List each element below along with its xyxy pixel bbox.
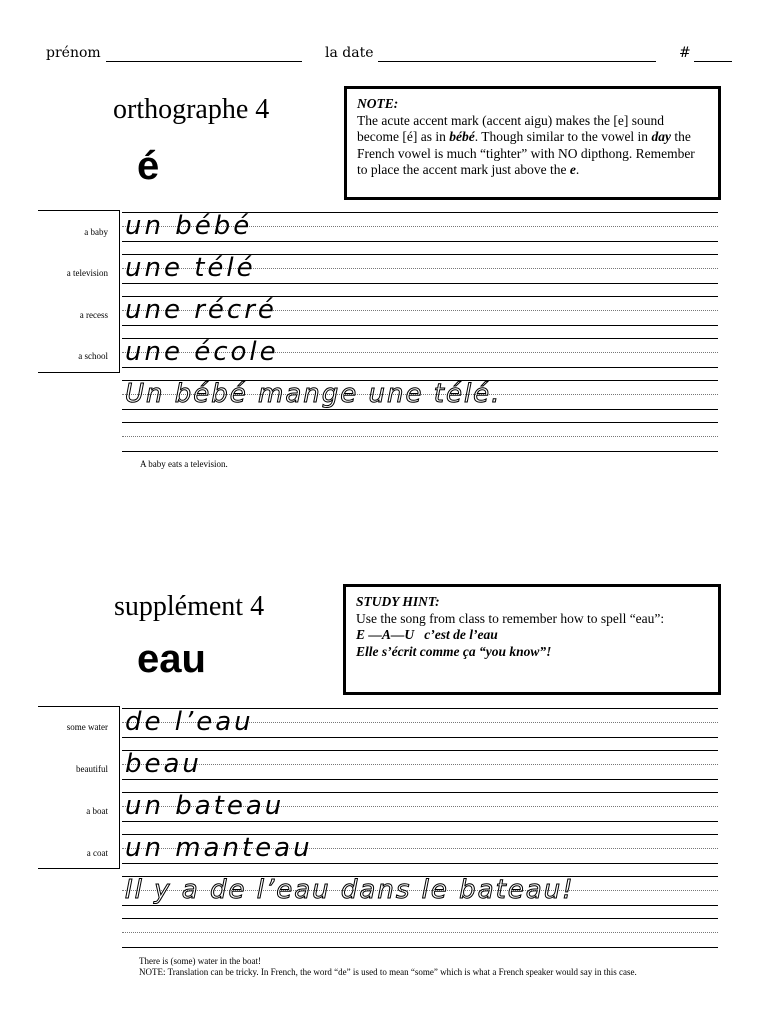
date-label: la date <box>325 45 374 61</box>
note-text: The acute accent mark (accent aigu) makes the [e] sound become [é] as in bébé. Though similar to the vowel in day the French vowel is much “tighter” with NO dipthong. Remember to place the accent mark just above the e. <box>357 112 695 177</box>
french-word-2: une télé <box>125 253 256 283</box>
translation-1: A baby eats a television. <box>140 459 228 469</box>
note-box <box>344 86 721 200</box>
french-word-7: un bateau <box>125 791 285 821</box>
number-field[interactable] <box>694 61 732 62</box>
translation-note: NOTE: Translation can be tricky. In French, the word “de” is used to mean “some” which is what a French speaker would say in this case. <box>139 967 637 977</box>
date-field[interactable] <box>378 61 656 62</box>
section2-glyph: eau <box>137 637 206 681</box>
practice-sentence-1: Un bébé mange une télé. <box>125 379 502 409</box>
hint-line-1: Use the song from class to remember how to spell “eau”: <box>356 610 665 626</box>
hint-line-3: Elle s’écrit comme ça “you know”! <box>356 643 552 659</box>
hint-line-2: E —A—U c’est de l’eau <box>356 627 498 642</box>
note-heading: NOTE: <box>357 96 399 111</box>
practice-sentence-2: Il y a de l’eau dans le bateau! <box>125 875 575 905</box>
french-word-3: une récré <box>125 295 277 325</box>
french-word-4: une école <box>125 337 279 367</box>
first-name-field[interactable] <box>106 61 302 62</box>
gloss-word-2: a television <box>66 268 108 278</box>
number-label: # <box>679 45 691 61</box>
hint-heading: STUDY HINT: <box>356 594 440 609</box>
gloss-word-6: beautiful <box>76 764 108 774</box>
section1-title: orthographe 4 <box>113 94 270 125</box>
french-word-1: un bébé <box>125 211 253 241</box>
section2-title: supplément 4 <box>114 591 265 622</box>
first-name-label: prénom <box>46 45 101 61</box>
french-word-8: un manteau <box>125 833 313 863</box>
section1-glyph: é <box>137 144 160 188</box>
french-word-5: de l’eau <box>125 707 254 737</box>
translation-2: There is (some) water in the boat! <box>139 956 261 966</box>
french-word-6: beau <box>125 749 202 779</box>
gloss-word-1: a baby <box>84 227 108 237</box>
gloss-word-5: some water <box>66 722 108 732</box>
study-hint-box <box>343 584 721 695</box>
gloss-word-7: a boat <box>86 806 108 816</box>
gloss-word-8: a coat <box>86 848 108 858</box>
gloss-word-4: a school <box>78 351 108 361</box>
gloss-word-3: a recess <box>79 310 108 320</box>
